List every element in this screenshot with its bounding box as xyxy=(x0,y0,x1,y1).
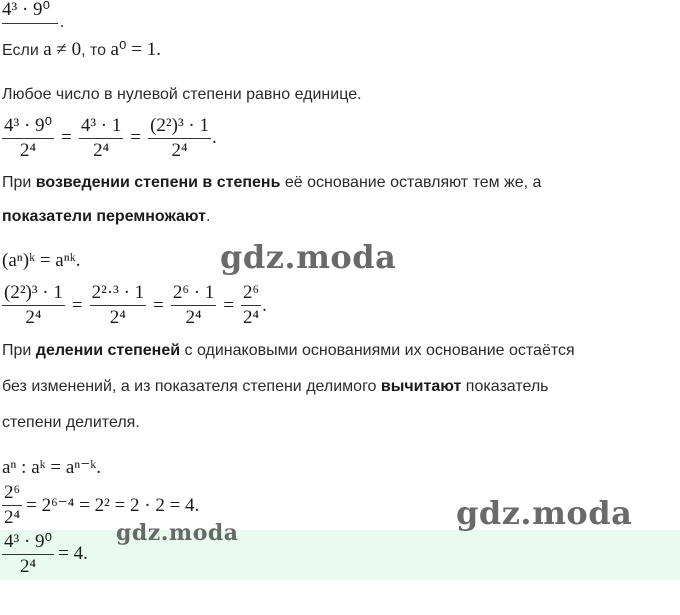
watermark-1: gdz.moda xyxy=(220,238,397,276)
equation-2: $\frac{\text{(2²)³ · 1}}{\text{2⁴}}$ = $\frac{\text{2²·³ · 1}}{\text{2⁴}}$ = $\frac{\text{2⁶ · 1}}{\text{2⁴}}$ = $\frac{\text{2⁶}}{\text{2⁴}}$ . xyxy=(4,282,267,328)
condition-math: a ≠ 0 xyxy=(43,39,82,60)
bold-term-multiply: показатели перемножают xyxy=(2,208,206,225)
top-fraction-bar xyxy=(2,23,58,24)
eq4-fraction: $\frac{\text{4³ · 9⁰}}{\text{2⁴}}$ xyxy=(4,531,53,577)
equation-1: $\frac{\text{4³ · 9⁰}}{\text{2⁴}}$ = $\frac{\text{4³ · 1}}{\text{2⁴}}$ = $\frac{\text{(2²)³ · 1}}{\text{2⁴}}$ . xyxy=(4,114,217,161)
top-fraction-dot: . xyxy=(60,14,64,31)
power-of-power-text-1: При возведении степени в степень её основание оставляют тем же, а xyxy=(2,174,542,191)
eq2-fraction-1: $\frac{\text{(2²)³ · 1}}{\text{2⁴}}$ xyxy=(4,282,63,328)
condition-math2: a⁰ = 1 xyxy=(110,39,157,60)
zero-power-text: Любое число в нулевой степени равно единице. xyxy=(2,86,362,103)
eq4-rest: = 4. xyxy=(58,543,88,564)
eq3-rest: = 2⁶⁻⁴ = 2² = 2 · 2 = 4. xyxy=(26,495,200,516)
watermark-2: gdz.moda xyxy=(456,494,633,532)
power-of-power-text-2: показатели перемножают. xyxy=(2,208,211,225)
bold-term-subtract: вычитают xyxy=(380,378,462,395)
answer-highlight xyxy=(0,530,680,580)
rule-division: aⁿ : aᵏ = aⁿ⁻ᵏ. xyxy=(2,457,102,478)
eq1-fraction-2: $\frac{\text{4³ · 1}}{\text{2⁴}}$ xyxy=(80,114,122,161)
eq1-fraction-3: $\frac{\text{(2²)³ · 1}}{\text{2⁴}}$ xyxy=(150,114,209,161)
top-fraction xyxy=(2,0,58,24)
condition-line xyxy=(2,38,161,61)
bold-term-power-of-power: возведении степени в степень xyxy=(35,174,281,191)
division-text-2: без изменений, а из показателя степени делимого вычитают показатель xyxy=(2,378,549,395)
top-fraction-num: 4³ · 9⁰ xyxy=(2,0,51,20)
bold-term-division: делении степеней xyxy=(35,342,181,359)
rule-power-of-power: (aⁿ)ᵏ = aⁿᵏ. xyxy=(2,250,81,271)
eq3-fraction: $\frac{\text{2⁶}}{\text{2⁴}}$ xyxy=(4,482,21,528)
eq1-fraction-1: $\frac{\text{4³ · 9⁰}}{\text{2⁴}}$ xyxy=(4,115,53,161)
condition-prefix: Если xyxy=(2,42,44,59)
division-text-1: При делении степеней с одинаковыми основаниями их основание остаётся xyxy=(2,342,575,359)
eq2-fraction-2: $\frac{\text{2²·³ · 1}}{\text{2⁴}}$ xyxy=(91,282,145,328)
condition-mid: , то xyxy=(81,42,111,59)
eq2-fraction-4: $\frac{\text{2⁶}}{\text{2⁴}}$ xyxy=(243,282,260,328)
division-text-3: степени делителя. xyxy=(2,414,140,431)
condition-end: . xyxy=(156,39,161,60)
equation-4-answer xyxy=(2,530,95,578)
watermark-3: gdz.moda xyxy=(116,520,239,546)
eq2-fraction-3: $\frac{\text{2⁶ · 1}}{\text{2⁴}}$ xyxy=(172,282,215,328)
